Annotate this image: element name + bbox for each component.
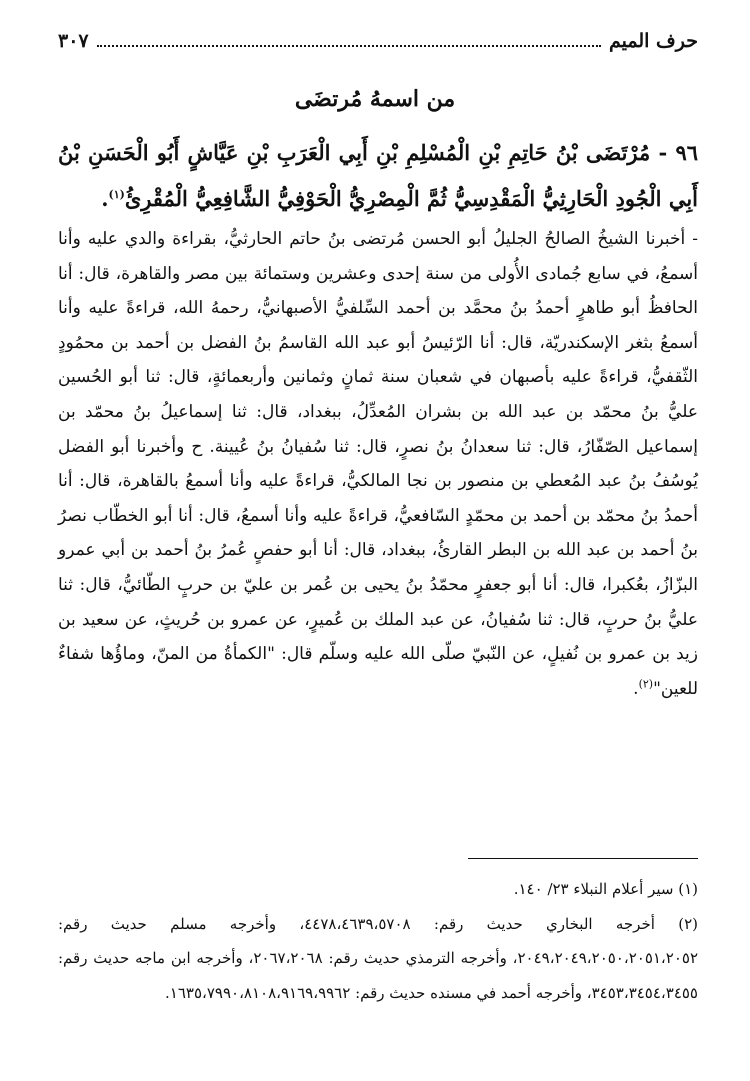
header-dotted-leader xyxy=(97,31,601,47)
entry-name: مُرْتَضَى بْنُ حَاتِمِ بْنِ الْمُسْلِمِ بْنِ أَبِي الْعَرَبِ بْنِ عَيَّاشٍ أَبُو الْحَسَنِ بْنُ أَبِي الْجُودِ الْحَارِثِيُّ الْمَقْدِسِيُّ ثُمَّ الْمِصْرِيُّ الْحَوْفِيُّ الشَّافِعِيُّ الْمُقْرِئُ xyxy=(58,140,698,211)
footnote-2: (٢) أخرجه البخاري حديث رقم: ٤٤٧٨،٤٦٣٩،٥٧٠٨، وأخرجه مسلم حديث رقم: ٢٠٤٩،٢٠٤٩،٢٠٥٠،٢٠٥١،٢٠٥٢، وأخرجه الترمذي حديث رقم: ٢٠٦٧،٢٠٦٨، وأخرجه ابن ماجه حديث رقم: ٣٤٥٣،٣٤٥٤،٣٤٥٥، وأخرجه أحمد في مسنده حديث رقم: ١٦٣٥،٧٩٩٠،٨١٠٨،٩١٦٩،٩٩٦٢. xyxy=(58,914,698,1002)
footnote-1: (١) سير أعلام النبلاء ٢٣/ ١٤٠. xyxy=(513,880,698,898)
page-number: ٣٠٧ xyxy=(58,30,89,52)
entry-footnote-ref[interactable]: (١) xyxy=(108,188,125,201)
footnote-divider xyxy=(468,858,698,859)
footnotes xyxy=(58,872,698,1010)
body-end: . xyxy=(633,678,639,699)
hadith-body xyxy=(58,222,698,706)
section-title: من اسمهُ مُرتضَى xyxy=(294,86,456,112)
entry-dash: - xyxy=(650,140,668,165)
entry-title: ٩٦ - مُرْتَضَى بْنُ حَاتِمِ بْنِ الْمُسْلِمِ بْنِ أَبِي الْعَرَبِ بْنِ عَيَّاشٍ أَبُو الْحَسَنِ بْنُ أَبِي الْجُودِ الْحَارِثِيُّ الْمَقْدِسِيُّ ثُمَّ الْمِصْرِيُّ الْحَوْفِيُّ الشَّافِعِيُّ الْمُقْرِئُ$^{(١)}$. xyxy=(58,140,699,211)
body-text: - أخبرنا الشيخُ الصالحُ الجليلُ أبو الحسن مُرتضى بنُ حاتم الحارثيُّ، بقراءة والدي عليه وأنا أسمعُ، في سابع جُمادى الأُولى من سنة إحدى وعشرين وستمائة بين مصر والقاهرة، قال: أنا الحافظُ أبو طاهرٍ أحمدُ بنُ محمَّد بن أحمد السِّلفيُّ الأصبهانيُّ، رحمهُ الله، قراءةً عليه وأنا أسمعُ بثغر الإسكندريّة، قال: أنا الرّئيسُ أبو عبد الله القاسمُ بنُ الفضل بن أحمد بن محمُودٍ الثّقفيُّ، قراءةً عليه بأصبهان في شعبان سنة ثمانٍ وثمانين وأربعمائةٍ، قال: ثنا أبو الحُسين عليُّ بنُ محمّد بن عبد الله بن بشران المُعدِّلُ، ببغداد، قال: ثنا إسماعيلُ بنُ محمّد بن إسماعيل الصّفّارُ، قال: ثنا سعدانُ بنُ نصرٍ، قال: ثنا سُفيانُ بنُ عُيينة. ح وأخبرنا أبو الفضل يُوسُفُ بنُ عبد المُعطي بن منصور بن نجا المالكيُّ، قراءةً عليه وأنا أسمعُ بالقاهرة، قال: أنا أحمدُ بنُ محمّد بن أحمد بن محمّدٍ السّافعيُّ، قراءةً عليه وأنا أسمعُ، قال: أنا أبو الخطّاب نصرُ بنُ أحمد بن عبد الله بن البطر القارئُ، ببغداد، قال: أنا أبو حفصٍ عُمرُ بنُ أحمد بن أبي عمرو البزّازُ، بعُكبرا، قال: أنا أبو جعفرٍ محمّدُ بنُ يحيى بن عُمر بن عليّ بن حربٍ الطّائيُّ، قال: ثنا عليُّ بنُ حربٍ، قال: ثنا سُفيانُ، عن عبد الملك بن عُميرٍ، عن عمرو بن حُريثٍ، عن سعيد بن زيد بن عمرو بن نُفيلٍ، عن النّبيّ صلّى الله عليه وسلّم قال: "الكمأةُ من المنّ، وماؤُها شفاءٌ للعين" xyxy=(58,229,698,699)
body-footnote-ref[interactable]: (٢) xyxy=(638,677,654,691)
running-header xyxy=(58,30,698,52)
chapter-title: حرف الميم xyxy=(609,30,698,52)
body-paragraph xyxy=(58,222,698,706)
entry-number: ٩٦ xyxy=(675,140,699,165)
